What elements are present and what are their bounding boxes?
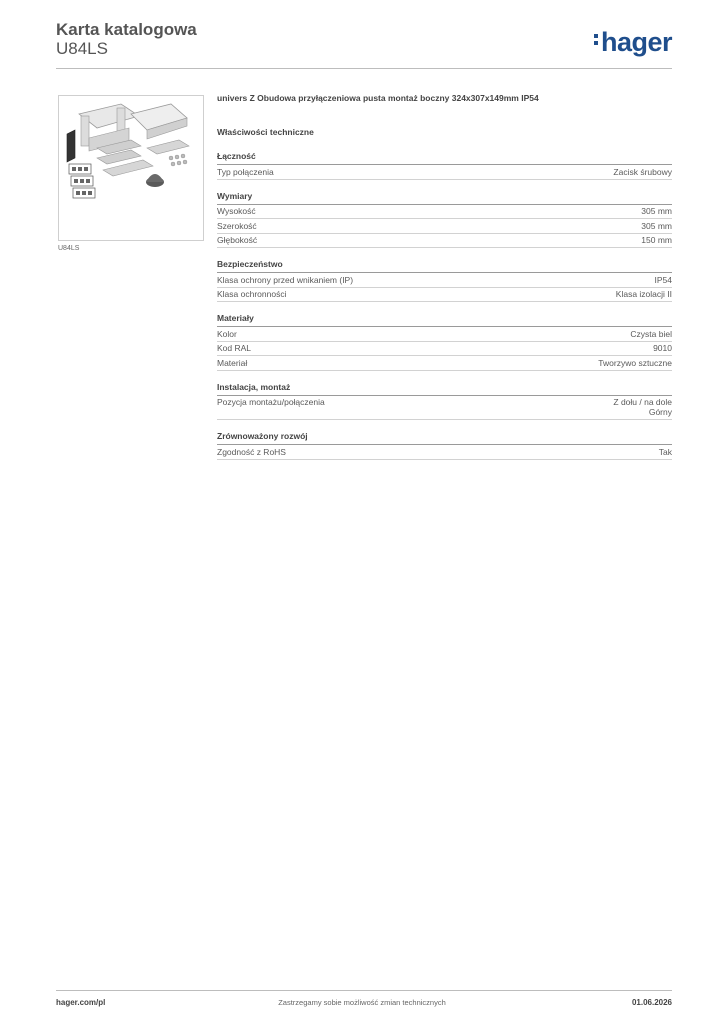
spec-section xyxy=(217,191,672,249)
spec-value-line: IP54 xyxy=(654,274,672,285)
spec-value-line: 305 mm xyxy=(641,206,672,216)
spec-label: Pozycja montażu/połączenia xyxy=(217,397,325,407)
spec-value xyxy=(613,397,672,417)
spec-sections xyxy=(217,151,672,460)
spec-value-line: 150 mm xyxy=(641,235,672,245)
spec-value-line: Tworzywo sztuczne xyxy=(598,357,672,368)
footer-divider xyxy=(56,990,672,991)
spec-value-line: Klasa izolacji II xyxy=(615,289,672,299)
spec-row xyxy=(217,356,672,371)
spec-value xyxy=(613,167,672,177)
spec-value xyxy=(641,221,672,231)
spec-label: Klasa ochrony przed wnikaniem (IP) xyxy=(217,274,354,285)
spec-value-line: 9010 xyxy=(653,343,672,353)
spec-row xyxy=(217,273,672,288)
spec-value-line: 305 mm xyxy=(641,220,672,231)
spec-label: Typ połączenia xyxy=(217,166,274,177)
document-title: Karta katalogowa xyxy=(56,20,197,39)
spec-value-line: Zacisk śrubowy xyxy=(613,166,672,177)
spec-value xyxy=(616,289,672,299)
logo-text: hager xyxy=(600,27,672,57)
spec-value xyxy=(641,206,672,216)
product-title: univers Z Obudowa przyłączeniowa pusta montaż boczny 324x307x149mm IP54 xyxy=(217,93,539,103)
spec-label: Kod RAL xyxy=(217,343,252,353)
spec-row xyxy=(217,288,672,303)
spec-row xyxy=(217,205,672,220)
spec-label: Głębokość xyxy=(217,235,258,245)
product-details xyxy=(217,93,672,471)
spec-label: Materiał xyxy=(217,357,248,368)
spec-label: Wysokość xyxy=(217,206,256,216)
spec-section-title: Bezpieczeństwo xyxy=(217,259,672,273)
spec-label: Klasa ochronności xyxy=(217,289,287,299)
spec-label: Kolor xyxy=(217,328,237,339)
header-divider xyxy=(56,68,672,69)
spec-value xyxy=(598,358,672,368)
hager-logo[interactable] xyxy=(594,27,672,58)
spec-label: Zgodność z RoHS xyxy=(217,446,286,457)
logo-dots-icon xyxy=(594,34,600,48)
spec-value xyxy=(630,329,672,339)
spec-section xyxy=(217,151,672,180)
footer-date: 01.06.2026 xyxy=(631,998,672,1007)
spec-section-title: Wymiary xyxy=(217,191,672,205)
product-image xyxy=(58,95,204,241)
spec-row xyxy=(217,396,672,421)
product-code: U84LS xyxy=(56,39,108,58)
spec-value-line: Tak xyxy=(658,446,672,457)
spec-section xyxy=(217,431,672,460)
spec-section-title: Instalacja, montaż xyxy=(217,382,672,396)
spec-section xyxy=(217,382,672,421)
spec-value-line: Czysta biel xyxy=(630,328,672,339)
spec-section-title: Zrównoważony rozwój xyxy=(217,431,672,445)
product-illustration xyxy=(59,96,203,240)
spec-value-line: Z dołu / na dole xyxy=(613,397,672,407)
spec-row xyxy=(217,342,672,357)
spec-row xyxy=(217,327,672,342)
spec-value xyxy=(655,275,673,285)
technical-properties-heading: Właściwości techniczne xyxy=(217,127,314,137)
footer-website-link[interactable]: hager.com/pl xyxy=(56,998,106,1007)
spec-section-title: Materiały xyxy=(217,313,672,327)
spec-section xyxy=(217,259,672,302)
spec-value xyxy=(659,447,672,457)
spec-value-line: Górny xyxy=(648,407,672,417)
spec-row xyxy=(217,445,672,460)
spec-row xyxy=(217,165,672,180)
spec-value xyxy=(653,343,672,353)
spec-value xyxy=(641,235,672,245)
image-caption: U84LS xyxy=(58,245,80,252)
footer-disclaimer: Zastrzegamy sobie możliwość zmian technicznych xyxy=(278,998,446,1007)
spec-section-title: Łączność xyxy=(217,151,672,165)
spec-row xyxy=(217,219,672,234)
spec-row xyxy=(217,234,672,249)
spec-section xyxy=(217,313,672,371)
spec-label: Szerokość xyxy=(217,220,257,231)
